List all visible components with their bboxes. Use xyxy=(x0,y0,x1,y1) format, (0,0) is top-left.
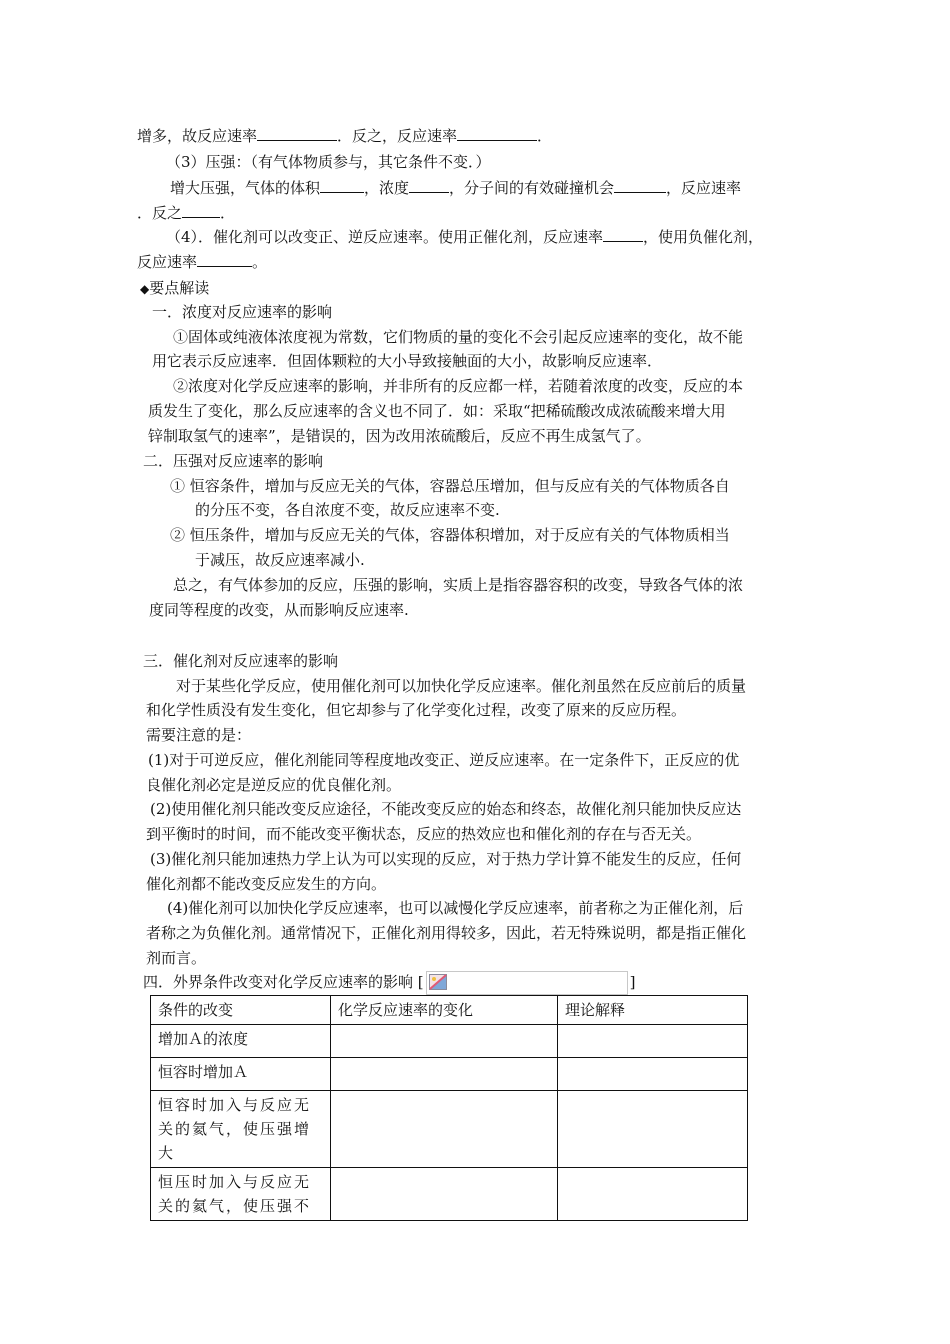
table-row xyxy=(151,1168,748,1221)
paragraph-line: 剂而言。 xyxy=(146,949,207,967)
table-row xyxy=(151,1025,748,1058)
paragraph-line: ①固体或纯液体浓度视为常数，它们物质的量的变化不会引起反应速率的变化，故不能 xyxy=(173,328,744,346)
fill-line-pressure xyxy=(170,178,741,198)
conditions-table xyxy=(150,995,748,1221)
pressure-heading: （3）压强：（有气体物质参与，其它条件不变．） xyxy=(166,153,491,171)
table-header-cell: 化学反应速率的变化 xyxy=(331,996,558,1025)
paragraph-line: 于减压，故反应速率减小. xyxy=(195,551,365,569)
text-fragment: ，浓度 xyxy=(364,179,410,197)
text-fragment: ． xyxy=(537,127,553,145)
text-fragment: ．反之 xyxy=(137,204,183,222)
section-label: 要点解读 xyxy=(149,279,210,297)
paragraph-line: (3)催化剂只能加速热力学上认为可以实现的反应，对于热力学计算不能发生的反应，任何 xyxy=(150,850,742,868)
table-cell-answer[interactable] xyxy=(331,1168,558,1221)
text-fragment: 。 xyxy=(252,253,268,271)
text-fragment: 增大压强，气体的体积 xyxy=(170,179,321,197)
section-heading: 二．压强对反应速率的影响 xyxy=(143,452,324,470)
paragraph-line: ②浓度对化学反应速率的影响，并非所有的反应都一样，若随着浓度的改变，反应的本 xyxy=(173,377,744,395)
fill-line-rate xyxy=(137,126,552,146)
paragraph-line: 催化剂都不能改变反应发生的方向。 xyxy=(146,875,387,893)
fill-line-catalyst-cont xyxy=(137,252,267,272)
section-heading-four xyxy=(143,970,636,995)
table-cell-answer[interactable] xyxy=(558,1058,748,1091)
paragraph-line: (1)对于可逆反应，催化剂能同等程度地改变正、逆反应速率。在一定条件下，正反应的优 xyxy=(148,751,740,769)
table-header-cell: 条件的改变 xyxy=(151,996,331,1025)
bracket-open: [ xyxy=(417,973,424,991)
text-fragment: ，分子间的有效碰撞机会 xyxy=(449,179,615,197)
paragraph-line: 锌制取氢气的速率”，是错误的，因为改用浓硫酸后，反应不再生成氢气了。 xyxy=(148,427,651,445)
paragraph-line: 用它表示反应速率．但固体颗粒的大小导致接触面的大小，故影响反应速率． xyxy=(152,352,663,370)
fill-line-pressure-cont xyxy=(137,203,235,223)
answer-blank[interactable] xyxy=(409,178,449,193)
fill-line-catalyst xyxy=(166,227,763,247)
paragraph-line: 良催化剂必定是逆反应的优良催化剂。 xyxy=(146,776,402,794)
table-cell-condition: 增加Ａ的浓度 xyxy=(151,1025,331,1058)
paragraph-line: 需要注意的是： xyxy=(146,726,252,744)
paragraph-line: 和化学性质没有发生变化，但它却参与了化学变化过程，改变了原来的反应历程。 xyxy=(146,701,687,719)
broken-image-placeholder[interactable] xyxy=(426,971,628,995)
answer-blank[interactable] xyxy=(603,227,643,242)
table-row xyxy=(151,1091,748,1168)
table-cell-condition: 恒压时加入与反应无关的氦气，使压强不 xyxy=(151,1168,331,1221)
paragraph-line: 度同等程度的改变，从而影响反应速率. xyxy=(149,601,409,619)
table-cell-condition: 恒容时加入与反应无关的氦气，使压强增大 xyxy=(151,1091,331,1168)
paragraph-line: 到平衡时的时间，而不能改变平衡状态，反应的热效应也和催化剂的存在与否无关。 xyxy=(146,825,702,843)
paragraph-line: 质发生了变化，那么反应速率的含义也不同了．如：采取“把稀硫酸改成浓硫酸来增大用 xyxy=(148,402,726,420)
table-row xyxy=(151,1058,748,1091)
table-cell-answer[interactable] xyxy=(558,1168,748,1221)
text-fragment: ，使用负催化剂， xyxy=(643,228,764,246)
answer-blank[interactable] xyxy=(257,126,337,141)
paragraph-line: 者称之为负催化剂。通常情况下，正催化剂用得较多，因此，若无特殊说明，都是指正催化 xyxy=(146,924,747,942)
table-cell-condition: 恒容时增加Ａ xyxy=(151,1058,331,1091)
text-fragment: （4）．催化剂可以改变正、逆反应速率。使用正催化剂，反应速率 xyxy=(166,228,604,246)
answer-blank[interactable] xyxy=(614,178,666,193)
section-label: 四．外界条件改变对化学反应速率的影响 xyxy=(143,973,414,991)
table-cell-answer[interactable] xyxy=(331,1091,558,1168)
broken-image-icon xyxy=(429,974,447,990)
text-fragment: ．反之，反应速率 xyxy=(337,127,458,145)
text-fragment: ． xyxy=(220,204,236,222)
table-cell-answer[interactable] xyxy=(558,1091,748,1168)
paragraph-line: (4)催化剂可以加快化学反应速率，也可以减慢化学反应速率，前者称之为正催化剂，后 xyxy=(167,899,744,917)
paragraph-line: 的分压不变，各自浓度不变，故反应速率不变. xyxy=(195,501,500,519)
answer-blank[interactable] xyxy=(320,178,364,193)
table-header-cell: 理论解释 xyxy=(558,996,748,1025)
table-header-row xyxy=(151,996,748,1025)
section-heading: 一．浓度对反应速率的影响 xyxy=(152,303,333,321)
table-cell-answer[interactable] xyxy=(331,1025,558,1058)
paragraph-line: (2)使用催化剂只能改变反应途径，不能改变反应的始态和终态，故催化剂只能加快反应达 xyxy=(150,800,742,818)
key-points-title xyxy=(140,278,209,299)
text-fragment: 反应速率 xyxy=(137,253,198,271)
answer-blank[interactable] xyxy=(457,126,537,141)
answer-blank[interactable] xyxy=(182,203,220,218)
text-fragment: 增多，故反应速率 xyxy=(137,127,258,145)
paragraph-line: 总之，有气体参加的反应，压强的影响，实质上是指容器容积的改变，导致各气体的浓 xyxy=(173,576,744,594)
section-heading: 三．催化剂对反应速率的影响 xyxy=(143,652,339,670)
paragraph-line: ① 恒容条件，增加与反应无关的气体，容器总压增加，但与反应有关的气体物质各自 xyxy=(170,477,730,495)
bracket-close: ] xyxy=(629,973,636,991)
paragraph-line: ② 恒压条件，增加与反应无关的气体，容器体积增加，对于反应有关的气体物质相当 xyxy=(170,526,730,544)
diamond-bullet-icon: ◆ xyxy=(140,282,150,296)
paragraph-line: 对于某些化学反应，使用催化剂可以加快化学反应速率。催化剂虽然在反应前后的质量 xyxy=(176,677,747,695)
text-fragment: ，反应速率 xyxy=(666,179,742,197)
table-cell-answer[interactable] xyxy=(558,1025,748,1058)
table-cell-answer[interactable] xyxy=(331,1058,558,1091)
answer-blank[interactable] xyxy=(197,252,252,267)
